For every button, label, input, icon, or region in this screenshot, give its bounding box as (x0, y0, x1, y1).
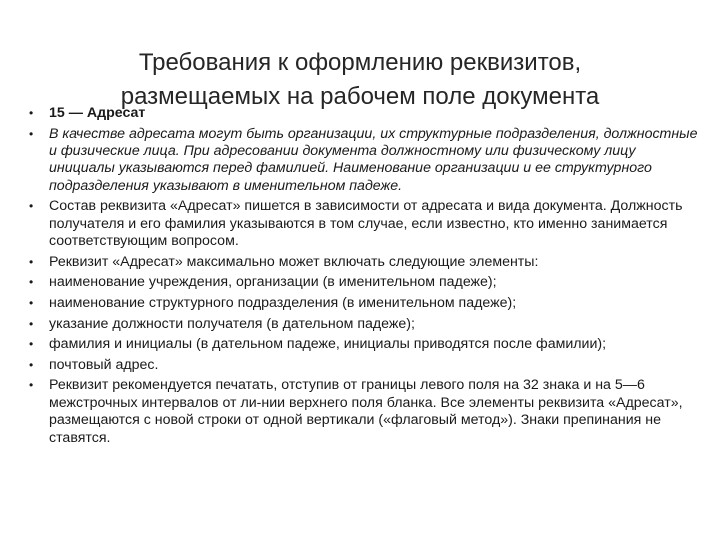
list-item (26, 198, 698, 250)
bullet-icon: • (29, 337, 34, 352)
slide-title (40, 46, 680, 114)
list-item (26, 274, 698, 291)
list-item (26, 105, 698, 122)
bullet-icon: • (29, 199, 34, 214)
list-item (26, 316, 698, 333)
bullet-list (26, 105, 698, 450)
slide-title-line-1: Требования к оформлению реквизитов, (138, 49, 582, 77)
list-item (26, 377, 698, 447)
bullet-icon: • (29, 106, 34, 120)
list-item-text: указание должности получателя (в дательном падеже); (49, 315, 415, 332)
list-item (26, 254, 698, 271)
slide-title-line-2: размещаемых на рабочем поле документа (120, 83, 600, 111)
bullet-icon: • (29, 254, 34, 269)
list-item-text: почтовый адрес. (49, 356, 159, 373)
bullet-icon: • (29, 378, 34, 393)
list-item-text: 15 — Адресат (49, 105, 146, 121)
list-item (26, 336, 698, 353)
bullet-icon: • (29, 296, 34, 310)
list-item (26, 295, 698, 312)
list-item-text: наименование структурного подразделения (в именительном падеже); (49, 295, 517, 311)
list-item-text: наименование учреждения, организации (в именительном падеже); (49, 274, 497, 291)
bullet-icon: • (29, 357, 34, 372)
list-item-text: В качестве адресата могут быть организации, их структурные подразделения, должностные и физические лица. При адресовании документа должностному или физическому лицу инициалы указываются перед фамилией. Наименование организации и ее структурного подразделения указывают в именительном падеже. (49, 125, 698, 194)
list-item-text: Реквизит «Адресат» максимально может включать следующие элементы: (49, 253, 539, 270)
list-item (26, 357, 698, 374)
bullet-icon: • (29, 275, 34, 290)
bullet-icon: • (29, 126, 34, 141)
list-item-text: фамилия и инициалы (в дательном падеже, инициалы приводятся после фамилии); (49, 336, 607, 353)
list-item-text: Реквизит рекомендуется печатать, отступив от границы левого поля на 32 знака и на 5—6 межстрочных интервалов от ли-нии верхнего поля бланка. Все элементы реквизита «Адресат», размещаются с новой строки от одной вертикали («флаговый метод»). Знаки препинания не ставятся. (49, 377, 683, 446)
list-item (26, 126, 698, 196)
bullet-icon: • (29, 316, 34, 331)
list-item-text: Состав реквизита «Адресат» пишется в зависимости от адресата и вида документа. Должность получателя и его фамилия указываются в том случае, если известно, кто именно занимается соответствующим вопросом. (49, 198, 683, 250)
